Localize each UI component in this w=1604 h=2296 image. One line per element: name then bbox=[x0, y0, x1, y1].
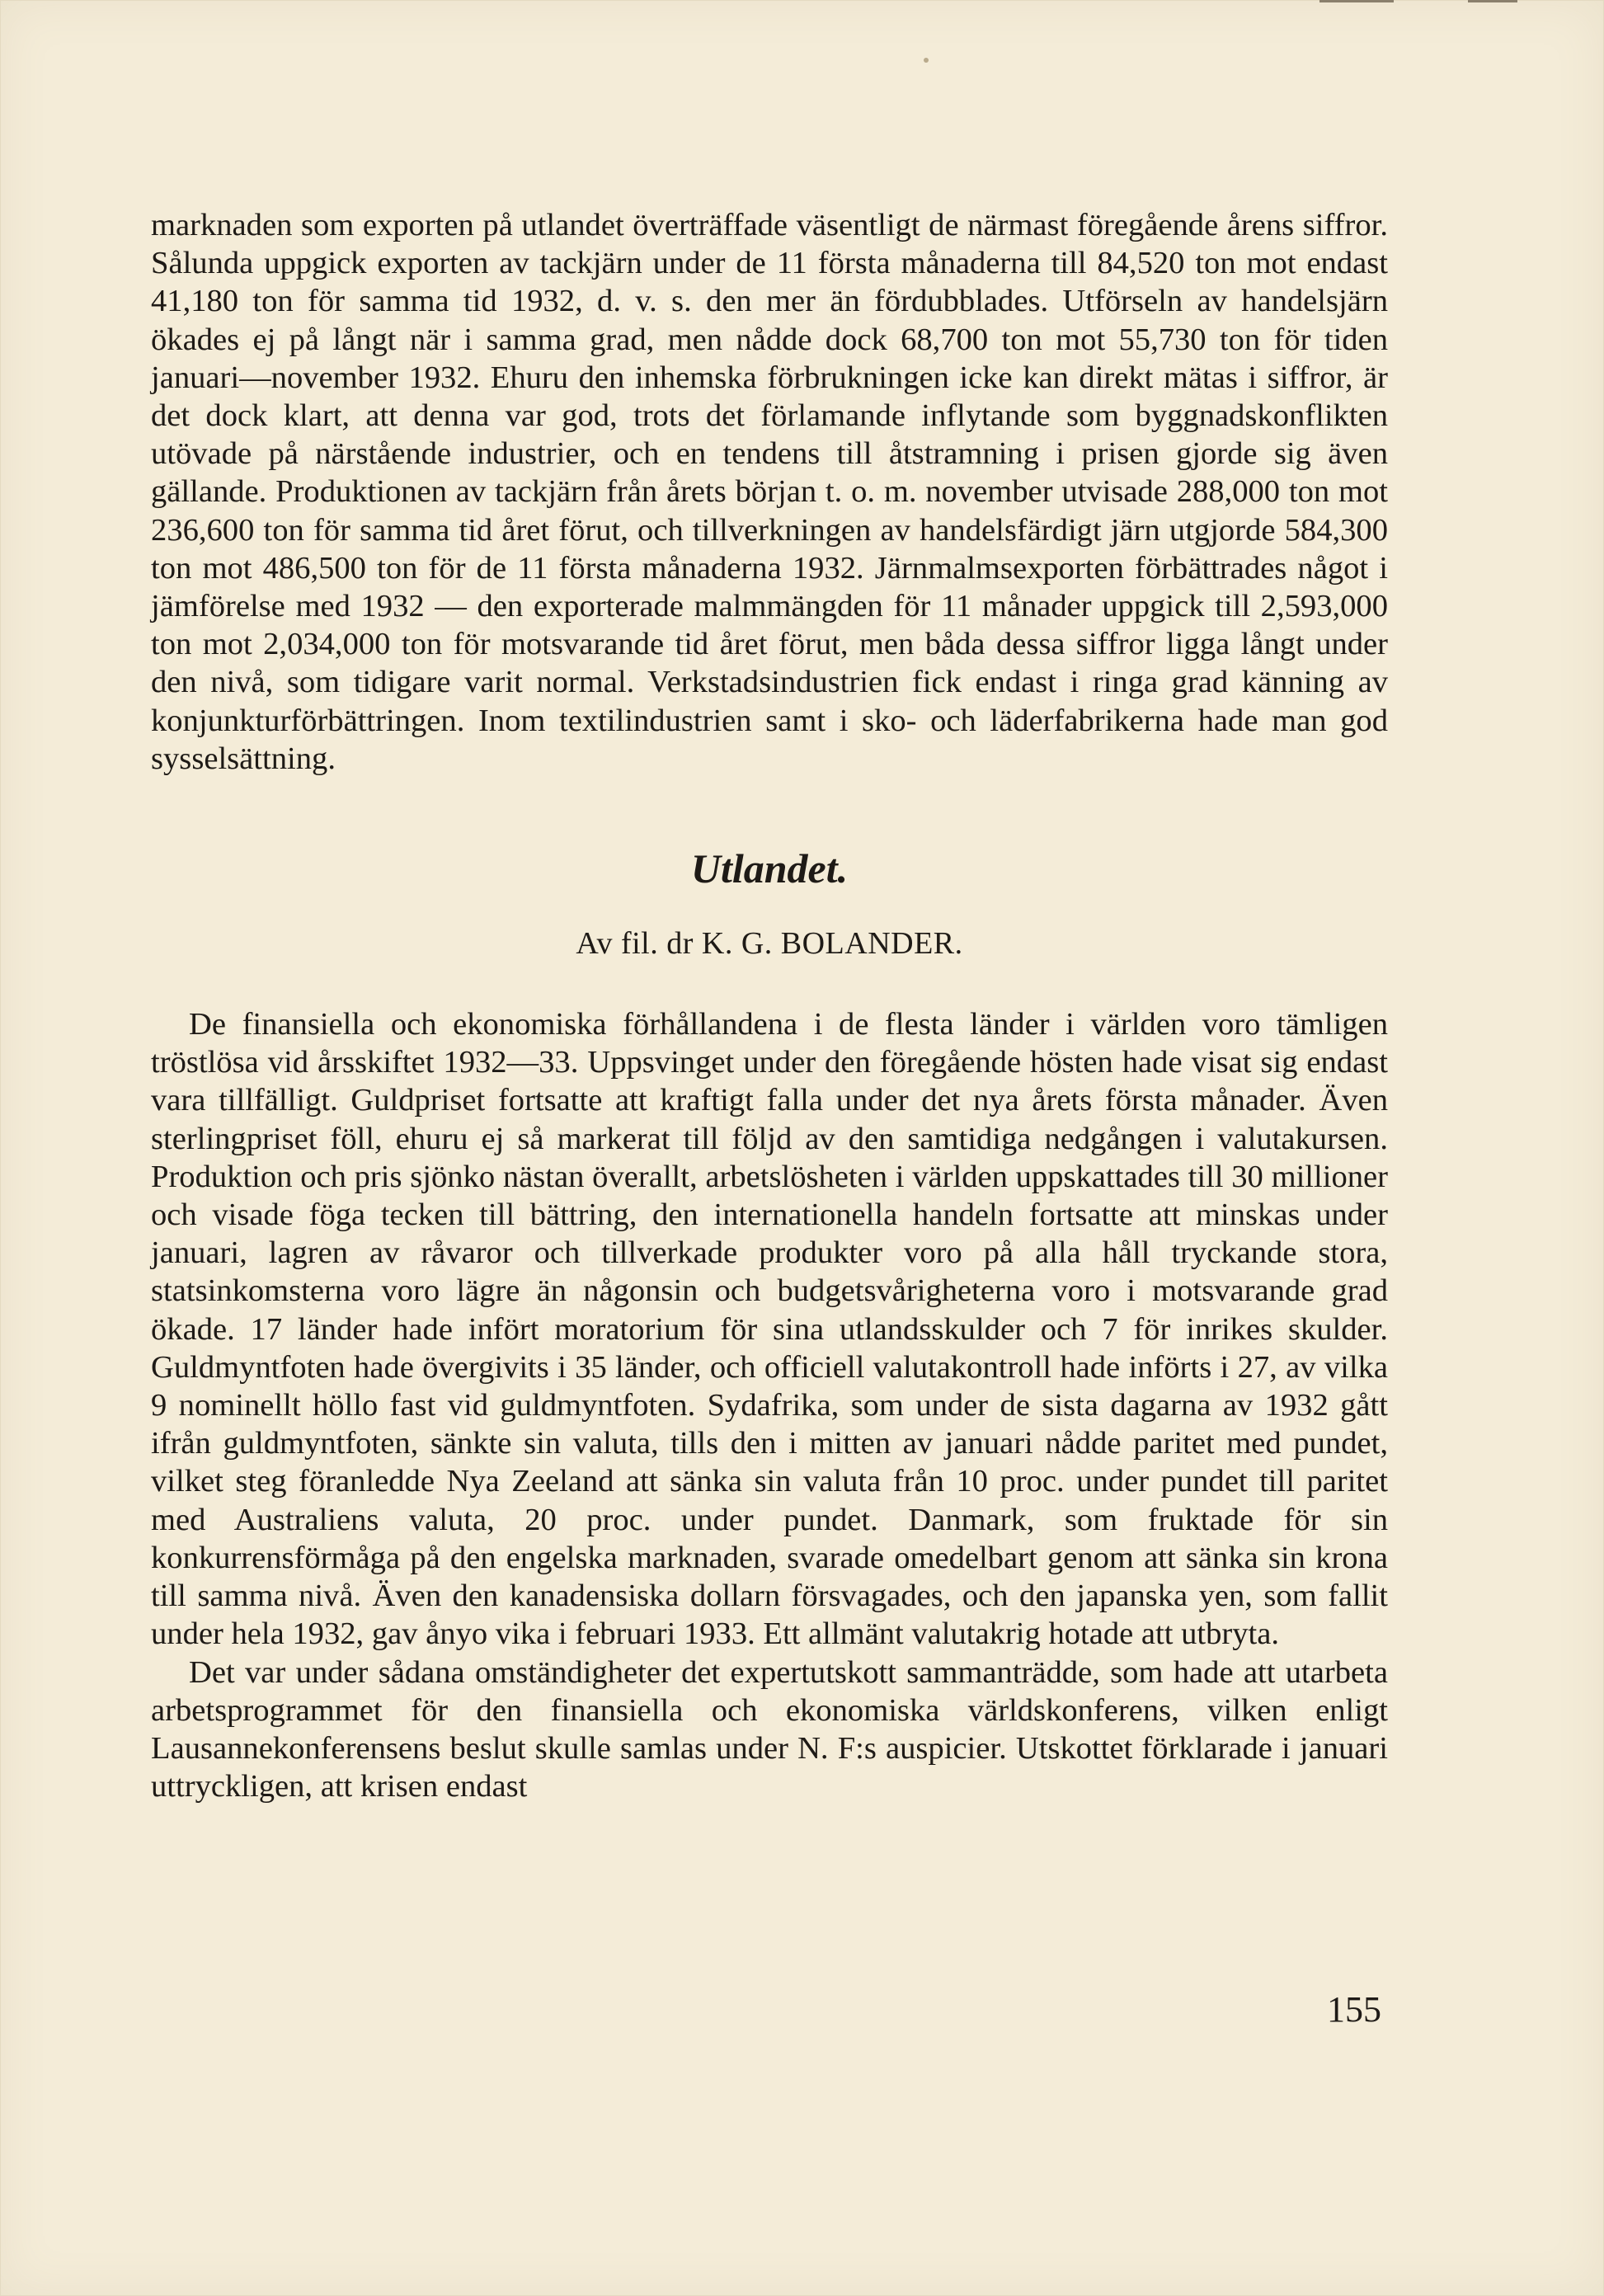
paper-speck bbox=[924, 58, 929, 63]
body-paragraph: Det var under sådana omständigheter det expertutskott sammanträdde, som hade att utarbeta arbetsprogrammet för den finansiella och ekonomiska världskonferens, vilken enligt Lausannekonferensens beslut skulle samlas under N. F:s auspicier. Utskottet förklarade i januari uttryckligen, att krisen endast bbox=[151, 1654, 1388, 1804]
intro-paragraph: marknaden som exporten på utlandet överträffade väsentligt de närmast föregående årens siffror. Sålunda uppgick exporten av tackjärn under de 11 första månaderna till 84,520 ton mot endast 41,180 ton för samma tid 1932, d. v. s. den mer än fördubblades. Utförseln av handelsjärn ökades ej på långt när i samma grad, men nådde dock 68,700 ton mot 55,730 ton för tiden januari—november 1932. Ehuru den inhemska förbrukningen icke kan direkt mätas i siffror, är det dock klart, att denna var god, trots det förlamande inflytande som byggnadskonflikten utövade på närstående industrier, och en tendens till åtstramning i prisen gjorde sig även gällande. Produktionen av tackjärn från årets början t. o. m. november utvisade 288,000 ton mot 236,600 ton för samma tid året förut, och tillverkningen av handelsfärdigt järn utgjorde 584,300 ton mot 486,500 ton för de 11 första månaderna 1932. Järnmalmsexporten förbättrades något i jämförelse med 1932 — den exporterade malmmängden för 11 månader uppgick till 2,593,000 ton mot 2,034,000 ton för motsvarande tid året förut, men båda dessa siffror ligga långt under den nivå, som tidigare varit normal. Verkstadsindustrien fick endast i ringa grad känning av konjunkturförbättringen. Inom textilindustrien samt i sko- och läderfabrikerna hade man god sysselsättning. bbox=[151, 208, 1388, 776]
top-edge-mark bbox=[1468, 0, 1517, 2]
author-byline: Av fil. dr K. G. BOLANDER. bbox=[576, 926, 963, 962]
section-title: Utlandet. bbox=[690, 845, 849, 892]
page-body bbox=[151, 206, 1388, 1805]
top-edge-mark bbox=[1319, 0, 1394, 2]
body-paragraph: De finansiella och ekonomiska förhållandena i de flesta länder i världen voro tämligen tröstlösa vid årsskiftet 1932—33. Uppsvinget under den föregående hösten hade visat sig endast vara tillfälligt. Guldpriset fortsatte att kraftigt falla under det nya årets första månader. Även sterlingpriset föll, ehuru ej så markerat till följd av den samtidiga nedgången i valutakursen. Produktion och pris sjönko nästan överallt, arbetslösheten i världen uppskattades till 30 millioner och visade föga tecken till bättring, den internationella handeln fortsatte att minskas under januari, lagren av råvaror och tillverkade produkter voro på alla håll tryckande stora, statsinkomsterna voro lägre än någonsin och budgetsvårigheterna voro i motsvarande grad ökade. 17 länder hade infört moratorium för sina utlandsskulder och 7 för inrikes skulder. Guldmyntfoten hade övergivits i 35 länder, och officiell valutakontroll hade införts i 27, av vilka 9 nominellt höllo fast vid guldmyntfoten. Sydafrika, som under de sista dagarna av 1932 gått ifrån guldmyntfoten, sänkte sin valuta, tills den i mitten av januari nådde paritet med pundet, vilket steg föranledde Nya Zeeland att sänka sin valuta från 10 proc. under pundet till paritet med Australiens valuta, 20 proc. under pundet. Danmark, som fruktade för sin konkurrensförmåga på den engelska marknaden, svarade omedelbart genom att sänka sin krona till samma nivå. Även den kanadensiska dollarn försvagades, och den japanska yen, som fallit under hela 1932, gav ånyo vika i februari 1933. Ett allmänt valutakrig hotade att utbryta. bbox=[151, 1007, 1388, 1652]
page-number: 155 bbox=[1327, 1989, 1381, 2030]
